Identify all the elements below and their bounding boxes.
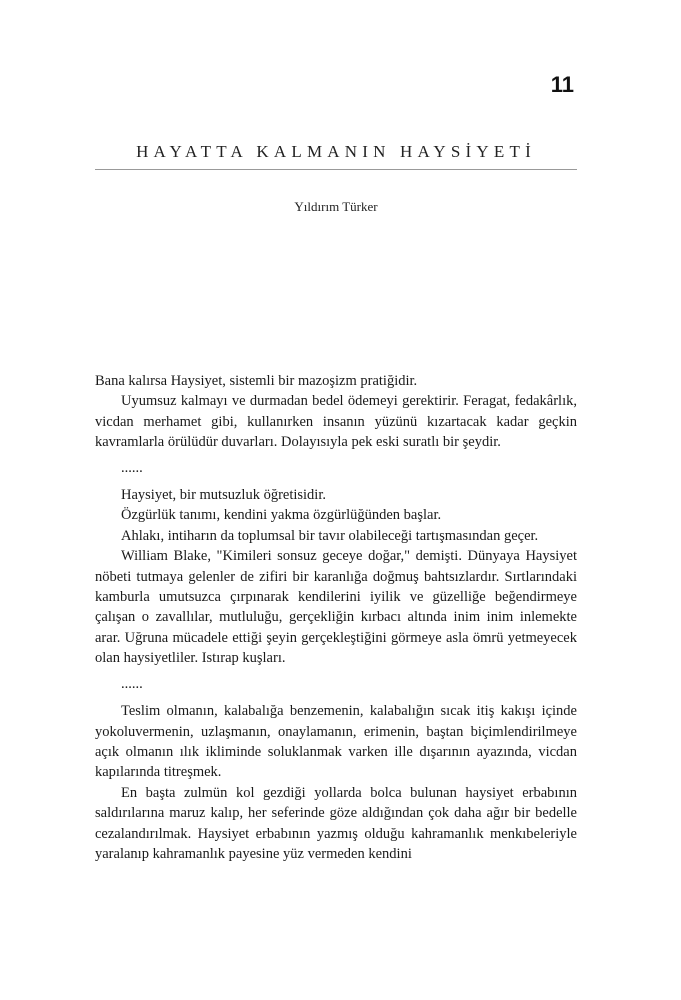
- page-number: 11: [550, 72, 574, 97]
- body-text: [95, 371, 577, 864]
- paragraph: Özgürlük tanımı, kendini yakma özgürlüğünden başlar.: [121, 507, 442, 524]
- paragraph: Haysiyet, bir mutsuzluk öğretisidir.: [121, 487, 326, 504]
- section-break: ......: [121, 459, 143, 476]
- paragraph: Ahlakı, intiharın da toplumsal bir tavır olabileceği tartışmasından geçer.: [121, 527, 539, 544]
- paragraph: Bana kalırsa Haysiyet, sistemli bir mazoşizm pratiğidir.: [95, 373, 418, 389]
- chapter-title: HAYATTA KALMANIN HAYSİYETİ: [136, 142, 536, 161]
- section-break: ......: [121, 675, 143, 692]
- paragraph: Teslim olmanın, kalabalığa benzemenin, kalabalığın sıcak itiş kakışı içinde yokoluvermenin, uzlaşmanın, onaylamanın, erimenin, baştan biçimlendirilmeye açık olmanın ılık ikliminde soluklanmak varken ille dışarının ayazında, vicdan kapılarında titreşmek.: [95, 703, 577, 781]
- paragraph: William Blake, "Kimileri sonsuz geceye doğar," demişti. Dünyaya Haysiyet nöbeti tutmaya gelenler de zifiri bir karanlığa doğmuş bahtsızlardır. Sırtlarındaki kamburla umutsuzca çırpınarak kendilerini iyilik ve güzelliğe beğendirmeye çalışan o zavallılar, mutluluğu, gerçekliğin kırbacı altında inim inim inlemekte arar. Uğruna mücadele ettiği şeyin gerçekleştiğini görmeye asla ömrü yetmeyecek olan haysiyetliler. Istırap kuşları.: [95, 548, 577, 667]
- paragraph: En başta zulmün kol gezdiği yollarda bolca bulunan haysiyet erbabının saldırılarına maruz kalıp, her seferinde göze aldığından çok daha ağır bir bedelle cezalandırılmak. Haysiyet erbabının yazmış olduğu kahramanlık menkıbeleriyle yaralanıp kahramanlık payesine yüz vermeden kendini: [95, 784, 577, 862]
- title-divider: [95, 169, 577, 170]
- author-name: Yıldırım Türker: [294, 199, 378, 214]
- paragraph: Uyumsuz kalmayı ve durmadan bedel ödemeyi gerektirir. Feragat, fedakârlık, vicdan merhamet gibi, kullanırken insanın yüzünü kızartacak kadar geçkin kavramlarla örülüdür duvarları. Dolayısıyla pek eski suratlı bir şeydir.: [95, 393, 577, 451]
